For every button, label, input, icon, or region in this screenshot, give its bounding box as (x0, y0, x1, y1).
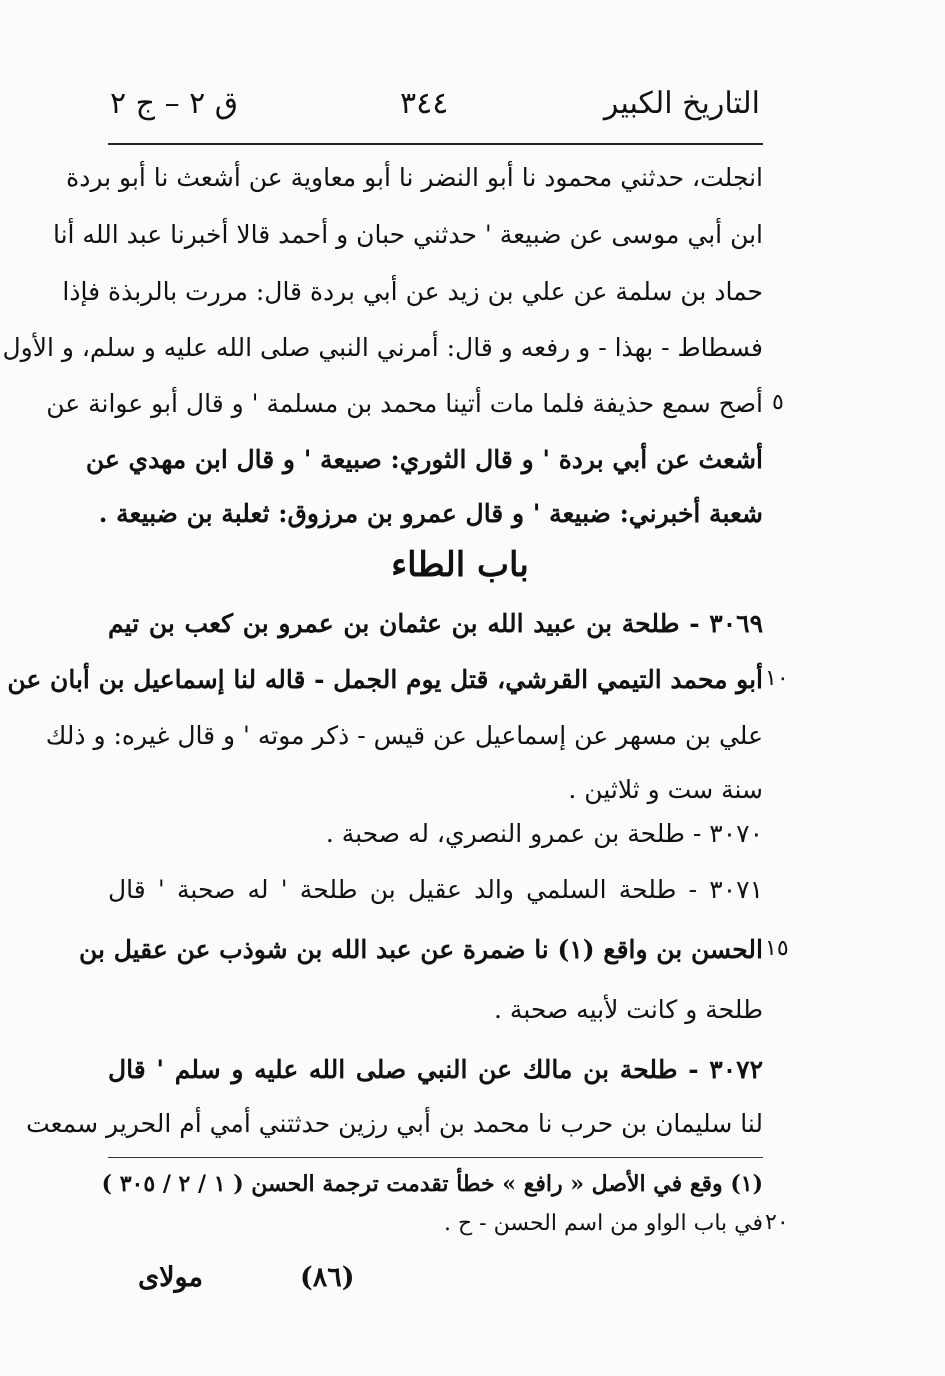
text-line: ابن أبي موسى عن ضبيعة ' حدثني حبان و أحمد قالا أخبرنا عبد الله أنا (52, 220, 763, 249)
entry-line: ٣٠٧٠ - طلحة بن عمرو النصري، له صحبة . (325, 819, 763, 848)
text-line: فسطاط - بهذا - و رفعه و قال: أمرني النبي صلى الله عليه و سلم، و الأول (2, 333, 763, 362)
catchword: مولاى (138, 1262, 203, 1293)
text-line: أصح سمع حذيفة فلما مات أتينا محمد بن مسلمة ' و قال أبو عوانة عن (46, 389, 763, 418)
footnote-line: في باب الواو من اسم الحسن - ح . (444, 1211, 763, 1236)
entry-line: ٣٠٧١ - طلحة السلمي والد عقيل بن طلحة ' له صحبة ' قال (108, 875, 763, 904)
entry-line: طلحة و كانت لأبيه صحبة . (494, 995, 763, 1024)
entry-line: أبو محمد التيمي القرشي، قتل يوم الجمل - قاله لنا إسماعيل بن أبان عن (7, 665, 763, 694)
chapter-title: باب الطاء (391, 545, 529, 585)
footnote-rule (108, 1157, 763, 1158)
text-line: انجلت، حدثني محمود نا أبو النضر نا أبو معاوية عن أشعث نا أبو بردة (66, 163, 763, 192)
text-line: حماد بن سلمة عن علي بن زيد عن أبي بردة قال: مررت بالربذة فإذا (62, 277, 763, 306)
header-rule (108, 143, 763, 145)
entry-line: ٣٠٧٢ - طلحة بن مالك عن النبي صلى الله عليه و سلم ' قال (108, 1055, 763, 1084)
text-line: أشعث عن أبي بردة ' و قال الثوري: صبيعة ' و قال ابن مهدي عن (85, 445, 763, 474)
book-title: التاريخ الكبير (603, 86, 760, 121)
entry-line: لنا سليمان بن حرب نا محمد بن أبي رزين حدثتني أمي أم الحرير سمعت (26, 1109, 763, 1138)
line-number: ٥ (772, 390, 784, 415)
line-number: ٢٠ (765, 1210, 789, 1235)
sheet-number: (٨٦) (300, 1262, 355, 1293)
line-number: ١٥ (765, 936, 789, 961)
line-number: ١٠ (765, 666, 789, 691)
page-header (110, 86, 760, 136)
page-number: ٣٤٤ (400, 86, 449, 121)
text-line: شعبة أخبرني: ضبيعة ' و قال عمرو بن مرزوق: ثعلبة بن ضبيعة . (98, 499, 763, 528)
entry-line: علي بن مسهر عن إسماعيل عن قيس - ذكر موته ' و قال غيره: و ذلك (45, 721, 763, 750)
entry-line: ٣٠٦٩ - طلحة بن عبيد الله بن عثمان بن عمرو بن كعب بن تيم (108, 609, 763, 638)
section-reference: ق ٢ – ج ٢ (110, 86, 239, 121)
entry-line: الحسن بن واقع (١) نا ضمرة عن عبد الله بن شوذب عن عقيل بن (79, 935, 763, 964)
entry-line: سنة ست و ثلاثين . (568, 775, 763, 804)
footnote-line: (١) وقع في الأصل « رافع » خطأ تقدمت ترجمة الحسن ( ١ / ٢ / ٣٠٥ ) (101, 1171, 763, 1197)
